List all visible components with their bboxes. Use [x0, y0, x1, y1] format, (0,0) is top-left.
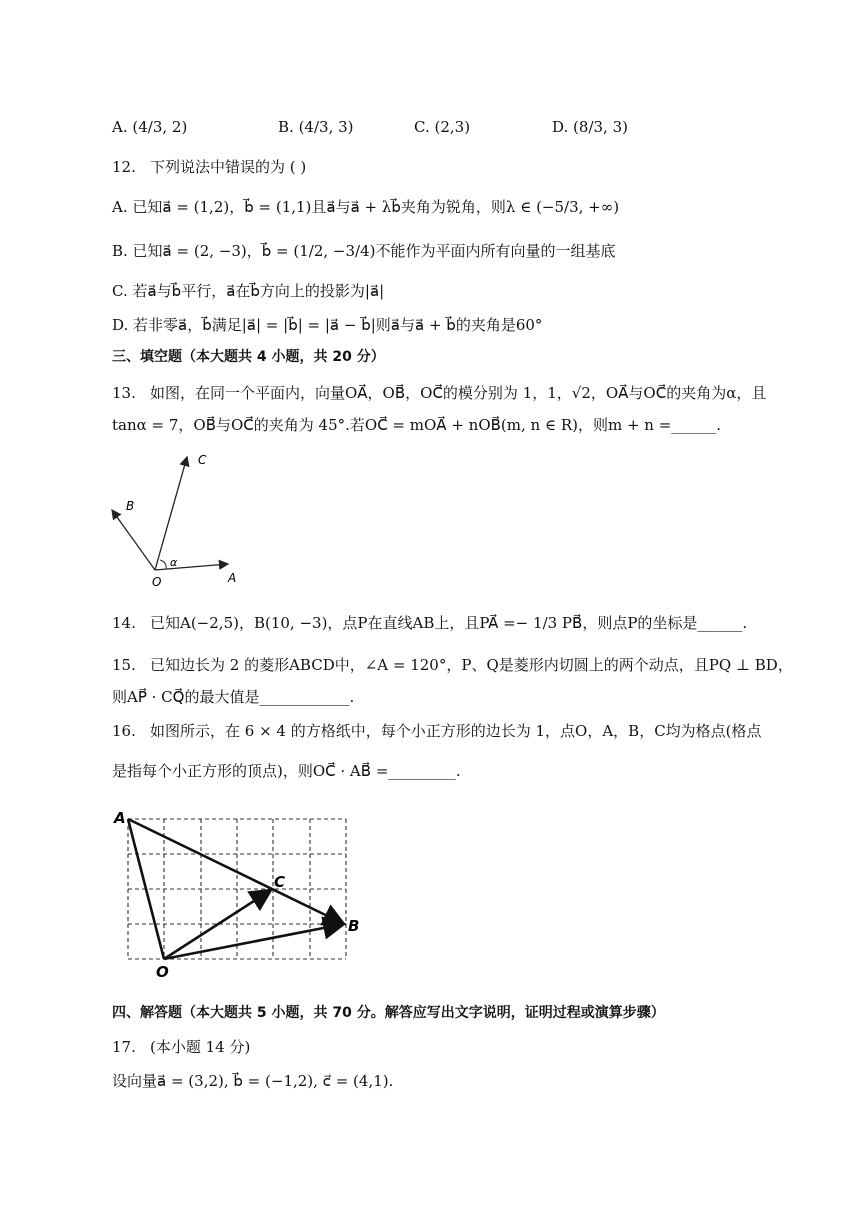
angle-alpha-arc — [160, 560, 166, 569]
q14-text: 14. 已知A(−2,5)，B(10, −3)，点P在直线AB上，且PA⃗ =− 1/3 PB⃗，则点P的坐标是______. — [112, 614, 748, 632]
q12-option-c: C. 若a⃗与b⃗平行，a⃗在b⃗方向上的投影为|a⃗| — [112, 282, 385, 300]
q17-text: 设向量a⃗ = (3,2), b⃗ = (−1,2), c⃗ = (4,1). — [112, 1072, 394, 1090]
label-o: O — [156, 963, 169, 981]
q13-line2: tanα = 7，OB⃗与OC⃗的夹角为 45°.若OC⃗ = mOA⃗ + nOB⃗(m, n ∈ R)，则m + n =______. — [112, 416, 722, 434]
q17-header: 17. (本小题 14 分) — [112, 1038, 251, 1056]
q15-line2: 则AP⃗ · CQ⃗的最大值是____________. — [112, 688, 355, 706]
label-b: B — [348, 917, 360, 935]
q15-line1: 15. 已知边长为 2 的菱形ABCD中，∠A = 120°，P、Q是菱形内切圆上的两个动点，且PQ ⊥ BD， — [112, 656, 793, 674]
q16-line1: 16. 如图所示，在 6 × 4 的方格纸中，每个小正方形的边长为 1，点O，A，B，C均为格点(格点 — [112, 722, 762, 740]
q13-vector-figure — [100, 440, 260, 590]
grid-lines — [128, 819, 346, 959]
q11-option-d: D. (8/3, 3) — [552, 118, 628, 136]
vector-ab-line — [128, 819, 344, 924]
label-alpha: α — [170, 556, 178, 569]
label-a: A — [114, 809, 126, 827]
q11-options — [112, 116, 752, 142]
q16-line2: 是指每个小正方形的顶点)，则OC⃗ · AB⃗ =_________. — [112, 762, 461, 780]
q13-line1: 13. 如图，在同一个平面内，向量OA⃗，OB⃗，OC⃗的模分别为 1，1，√2，OA⃗与OC⃗的夹角为α，且 — [112, 384, 767, 402]
label-a: A — [228, 571, 237, 585]
label-c: C — [274, 873, 286, 891]
q12-option-b: B. 已知a⃗ = (2, −3)，b⃗ = (1/2, −3/4)不能作为平面内所有向量的一组基底 — [112, 242, 616, 260]
q12-option-a: A. 已知a⃗ = (1,2)，b⃗ = (1,1)且a⃗与a⃗ + λb⃗夹角为锐角，则λ ∈ (−5/3, +∞) — [112, 198, 620, 216]
label-o: O — [152, 575, 162, 589]
q12-option-d: D. 若非零a⃗，b⃗满足|a⃗| = |b⃗| = |a⃗ − b⃗|则a⃗与a⃗ + b⃗的夹角是60° — [112, 316, 543, 334]
q11-option-c: C. (2,3) — [414, 118, 471, 136]
q16-grid-figure — [110, 805, 370, 990]
label-c: C — [198, 453, 207, 467]
q11-option-b: B. (4/3, 3) — [278, 118, 354, 136]
q12-stem: 12. 下列说法中错误的为 ( ) — [112, 158, 307, 176]
section-4-heading: 四、解答题（本大题共 5 小题，共 70 分。解答应写出文字说明，证明过程或演算步骤） — [112, 1005, 665, 1021]
vector-ob-line — [112, 510, 155, 570]
q11-option-a: A. (4/3, 2) — [112, 118, 188, 136]
section-3-heading: 三、填空题（本大题共 4 小题，共 20 分） — [112, 349, 385, 365]
label-b: B — [126, 499, 135, 513]
vector-oc-line — [155, 457, 187, 570]
